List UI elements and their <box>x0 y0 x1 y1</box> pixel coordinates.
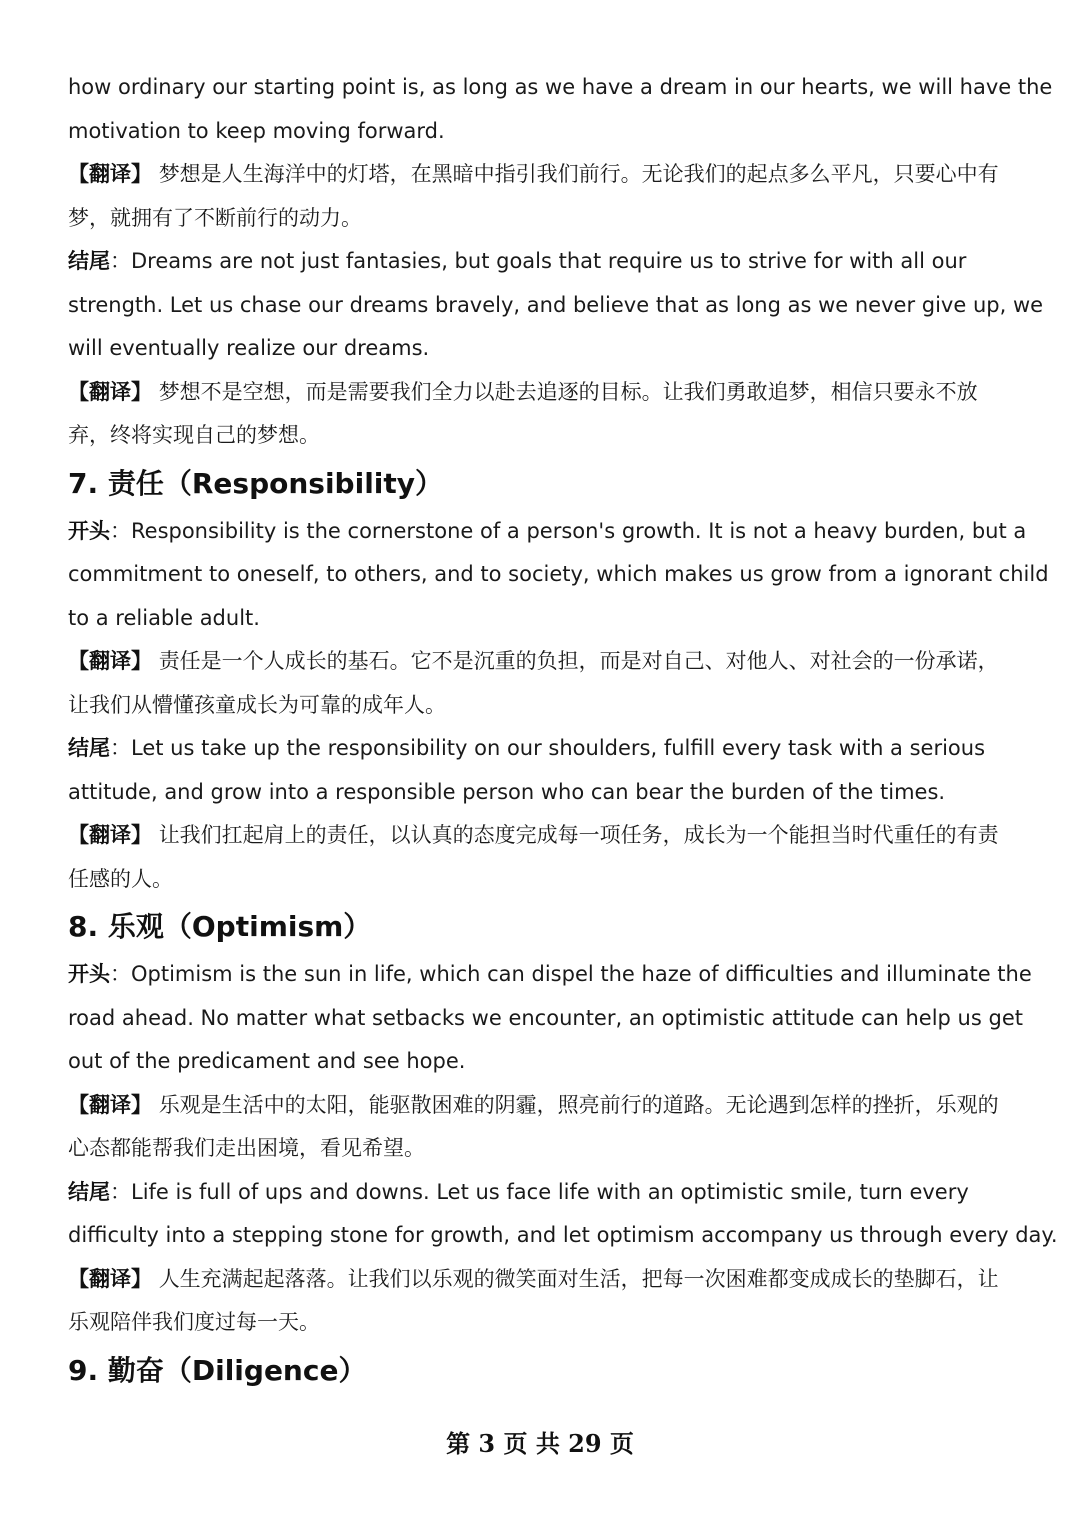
ending-text: strength. Let us chase our dreams bravely, and believe that as long as we never give up, we <box>68 292 1044 317</box>
section-heading-diligence: 9. 勤奋（Diligence） <box>68 1353 367 1387</box>
ending-line <box>68 727 1018 771</box>
body-text: motivation to keep moving forward. <box>68 118 445 143</box>
translation-text: 任感的人。 <box>68 866 173 891</box>
translation-line <box>68 814 1018 858</box>
translation-line <box>68 640 1018 684</box>
opening-label: 开头 <box>68 962 110 986</box>
page-number-footer: 第 3 页 共 29 页 <box>446 1429 634 1458</box>
opening-text: ：Responsibility is the cornerstone of a person's growth. It is not a heavy burden, but a <box>110 518 1027 543</box>
opening-line <box>68 510 1027 554</box>
section-heading-responsibility: 7. 责任（Responsibility） <box>68 466 444 500</box>
ending-text: difficulty into a stepping stone for growth, and let optimism accompany us through every day. <box>68 1223 1058 1247</box>
translation-label: 【翻译】 <box>68 1266 152 1291</box>
translation-label: 【翻译】 <box>68 379 152 404</box>
document-page <box>68 66 1058 1397</box>
ending-text: will eventually realize our dreams. <box>68 336 430 360</box>
translation-label: 【翻译】 <box>68 823 152 847</box>
translation-line <box>68 153 1018 197</box>
opening-text: commitment to oneself, to others, and to society, which makes us grow from a ignorant child <box>68 562 1049 586</box>
ending-label: 结尾 <box>68 736 110 760</box>
translation-label: 【翻译】 <box>68 1092 152 1117</box>
ending-label: 结尾 <box>68 1179 110 1204</box>
translation-line <box>68 1084 1018 1128</box>
translation-text: 乐观陪伴我们度过每一天。 <box>68 1310 320 1334</box>
opening-line <box>68 953 1032 997</box>
ending-text: attitude, and grow into a responsible person who can bear the burden of the times. <box>68 779 946 804</box>
ending-line <box>68 240 1018 284</box>
ending-label: 结尾 <box>68 249 110 273</box>
translation-text: 心态都能帮我们走出困境，看见希望。 <box>68 1136 425 1160</box>
ending-text: ：Let us take up the responsibility on our shoulders, fulfill every task with a serious <box>110 736 986 760</box>
ending-line <box>68 1171 1018 1215</box>
translation-text: 责任是一个人成长的基石。它不是沉重的负担，而是对自己、对他人、对社会的一份承诺， <box>158 649 999 673</box>
ending-text: ：Life is full of ups and downs. Let us face life with an optimistic smile, turn every <box>110 1179 969 1204</box>
opening-text: ：Optimism is the sun in life, which can dispel the haze of difficulties and illuminate the <box>110 962 1032 986</box>
body-text: how ordinary our starting point is, as long as we have a dream in our hearts, we will have the <box>68 75 1053 99</box>
translation-label: 【翻译】 <box>68 649 152 673</box>
translation-text: 梦想是人生海洋中的灯塔，在黑暗中指引我们前行。无论我们的起点多么平凡，只要心中有 <box>158 162 999 186</box>
translation-text: 梦，就拥有了不断前行的动力。 <box>68 205 362 230</box>
translation-text: 乐观是生活中的太阳，能驱散困难的阴霾，照亮前行的道路。无论遇到怎样的挫折，乐观的 <box>158 1092 999 1117</box>
translation-line <box>68 1258 1018 1302</box>
translation-line <box>68 371 1018 415</box>
opening-text: road ahead. No matter what setbacks we encounter, an optimistic attitude can help us get <box>68 1005 1023 1030</box>
opening-text: out of the predicament and see hope. <box>68 1049 466 1073</box>
section-heading-optimism: 8. 乐观（Optimism） <box>68 910 372 943</box>
translation-text: 梦想不是空想，而是需要我们全力以赴去追逐的目标。让我们勇敢追梦，相信只要永不放 <box>158 379 978 404</box>
translation-text: 弃，终将实现自己的梦想。 <box>68 423 320 447</box>
opening-label: 开头 <box>68 518 110 543</box>
translation-text: 人生充满起起落落。让我们以乐观的微笑面对生活，把每一次困难都变成成长的垫脚石，让 <box>158 1266 999 1291</box>
ending-text: ：Dreams are not just fantasies, but goals that require us to strive for with all our <box>110 249 967 273</box>
translation-text: 让我们扛起肩上的责任，以认真的态度完成每一项任务，成长为一个能担当时代重任的有责 <box>158 823 999 847</box>
translation-text: 让我们从懵懂孩童成长为可靠的成年人。 <box>68 692 446 717</box>
opening-text: to a reliable adult. <box>68 605 260 630</box>
translation-label: 【翻译】 <box>68 162 152 186</box>
